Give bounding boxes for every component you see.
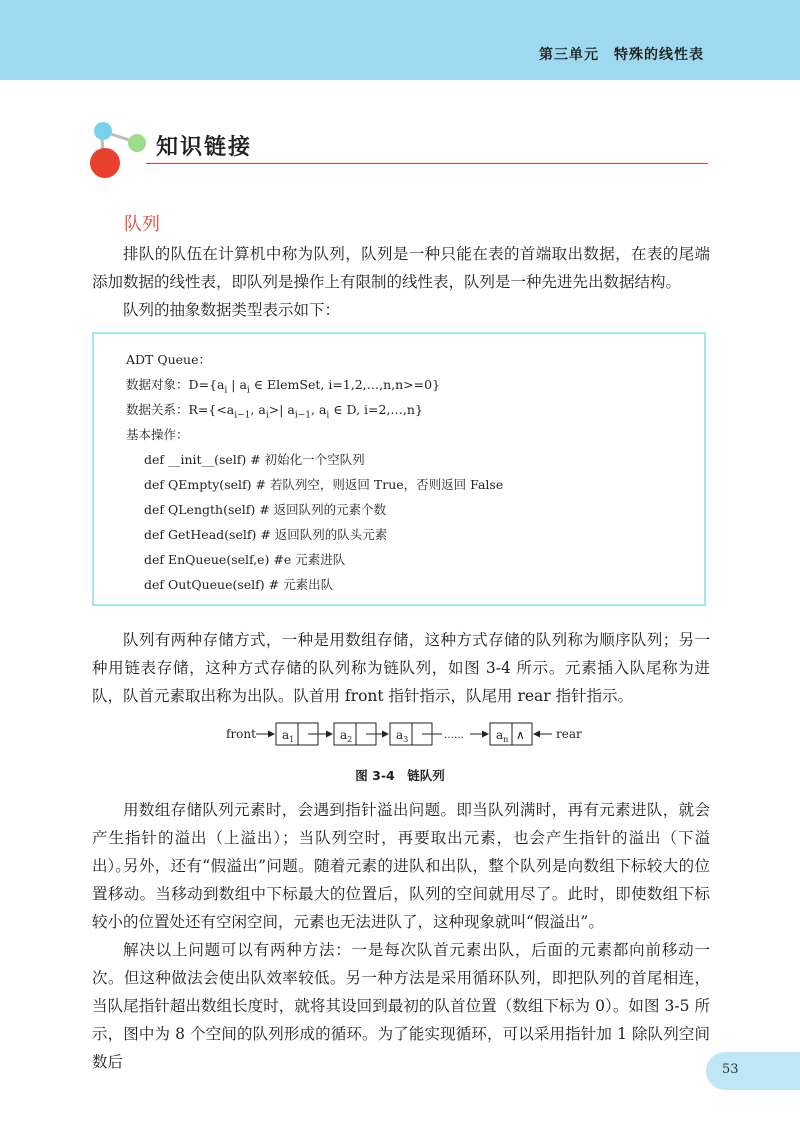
code-ops-label: 基本操作：: [126, 427, 189, 442]
subheading-queue: 队列: [124, 214, 160, 235]
molecule-dot-green: [128, 134, 146, 152]
body-paragraph: 解决以上问题可以有两种方法：一是每次队首元素出队，后面的元素都向前移动一次。但这种做法会使出队效率较低。另一种方法是采用循环队列，即把队列的首尾相连，当队尾指针超出数组长度时，就将其设回到最初的队首位置（数组下标为 0）。如图 3-5 所示，图中为 8 个空间的队列形成的循环。为了能实现循环，可以采用指针加 1 除队列空间数后: [92, 941, 710, 1071]
code-op: def EnQueue(self,e) #e 元素进队: [144, 552, 346, 567]
body-paragraph: 用数组存储队列元素时，会遇到指针溢出问题。即当队列满时，再有元素进队，就会产生指针的溢出（上溢出）；当队列空时，再要取出元素，也会产生指针的溢出（下溢出）。: [92, 801, 710, 875]
page-number: 53: [722, 1062, 739, 1077]
node-n-label: $a_n$: [496, 728, 509, 744]
rear-label: rear: [556, 727, 582, 741]
code-op: def QEmpty(self) # 若队列空，则返回 True，否则返回 False: [144, 477, 504, 492]
intro-paragraph: 排队的队伍在计算机中称为队列，队列是一种只能在表的首端取出数据，在表的尾端添加数据的线性表，即队列是操作上有限制的线性表，队列是一种先进先出数据结构。: [92, 245, 710, 291]
code-box: [92, 332, 706, 606]
header-band: [0, 0, 800, 80]
molecule-dot-red: [90, 148, 120, 178]
front-label: front: [226, 727, 256, 741]
linked-queue-diagram: [220, 718, 600, 752]
intro-adt-line: 队列的抽象数据类型表示如下：: [123, 301, 341, 319]
code-data-relation: 数据关系：$R=\{<a_{i-1}$, $a_i>|$ $a_{i-1}$, $a_i$ ∈ D, i=2,…,n}: [126, 402, 423, 421]
node-2-label: $a_2$: [340, 728, 353, 744]
section-header: [88, 118, 708, 178]
storage-paragraph: 队列有两种存储方式，一种是用数组存储，这种方式存储的队列称为顺序队列；另一种用链表存储，这种方式存储的队列称为链队列，如图 3-4 所示。元素插入队尾称为进队，队首元素取出称为出队。队首用 front 指针指示，队尾用 rear 指针指示。: [92, 631, 710, 705]
section-rule: [146, 163, 708, 164]
null-symbol: ∧: [516, 728, 525, 742]
code-op: def OutQueue(self) # 元素出队: [144, 577, 334, 592]
code-adt: ADT Queue：: [126, 352, 212, 367]
node-1-label: $a_1$: [282, 728, 295, 744]
body-paragraph: 另外，还有“假溢出”问题。随着元素的进队和出队，整个队列是向数组下标较大的位置移动。当移动到数组中下标最大的位置后，队列的空间就用尽了。此时，即使数组下标较小的位置处还有空闲空间，元素也无法进队了，这种现象就叫“假溢出”。: [92, 857, 710, 931]
unit-title: 第三单元 特殊的线性表: [539, 47, 704, 63]
section-title: 知识链接: [156, 135, 253, 160]
code-op: def __init__(self) # 初始化一个空队列: [144, 452, 365, 467]
page-number-tab: [706, 1052, 800, 1090]
code-data-object: 数据对象：$D=\{a_i$ | $a_i$ ∈ ElemSet, i=1,2,…,n,n>=0}: [126, 377, 441, 396]
code-op: def GetHead(self) # 返回队列的队头元素: [144, 527, 388, 542]
ellipsis: ……: [444, 730, 464, 741]
code-op: def QLength(self) # 返回队列的元素个数: [144, 502, 387, 517]
node-3-label: $a_3$: [396, 728, 409, 744]
figure-caption: 图 3-4 链队列: [355, 768, 445, 783]
molecule-dot-blue: [94, 122, 112, 140]
